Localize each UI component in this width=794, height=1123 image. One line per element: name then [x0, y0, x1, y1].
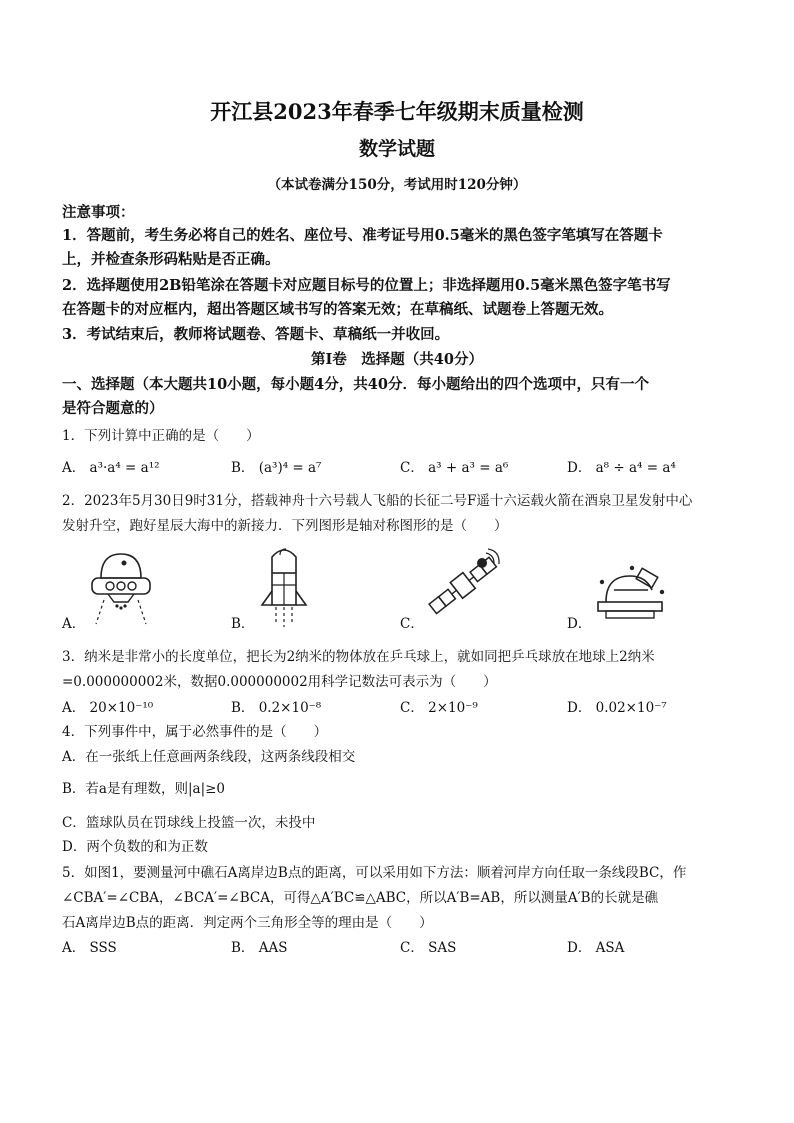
q4-option-c: C．篮球队员在罚球线上投篮一次，未投中: [62, 815, 316, 831]
q4-option-a: A．在一张纸上任意画两条线段，这两条线段相交: [62, 749, 356, 765]
section-heading: 第Ⅰ卷 选择题（共40分）: [311, 351, 483, 368]
q1-option-a: A． a³·a⁴ = a¹²: [62, 460, 160, 476]
notice-item-1-line-1: 1．答题前，考生务必将自己的姓名、座位号、准考证号用0.5毫米的黑色签字笔填写在答题卡: [62, 227, 663, 244]
rocket-figure: [256, 545, 312, 629]
satellite-figure: [424, 543, 504, 627]
q3-option-a: A． 20×10⁻¹⁰: [62, 700, 154, 716]
q1-option-c: C． a³ + a³ = a⁶: [400, 460, 509, 476]
exam-note: （本试卷满分150分，考试用时120分钟）: [267, 177, 527, 193]
q2-stem-line-2: 发射升空，跑好星辰大海中的新接力．下列图形是轴对称图形的是（ ）: [62, 518, 508, 534]
exam-title: 开江县2023年春季七年级期末质量检测: [210, 99, 584, 124]
q3-stem-line-2: =0.000000002米，数据0.000000002用科学记数法可表示为（ ）: [62, 674, 497, 690]
q3-option-c: C． 2×10⁻⁹: [400, 700, 478, 716]
q3-option-d: D． 0.02×10⁻⁷: [567, 700, 667, 716]
q3-stem-line-1: 3．纳米是非常小的长度单位，把长为2纳米的物体放在乒乓球上，就如同把乒乓球放在地球上2纳米: [62, 649, 655, 665]
q2-label-a: A．: [62, 616, 86, 632]
notice-item-1-line-2: 上，并检查条形码粘贴是否正确。: [62, 251, 280, 268]
q5-option-b: B． AAS: [231, 940, 288, 956]
q2-label-c: C．: [400, 616, 424, 632]
notice-item-2-line-1: 2．选择题使用2B铅笔涂在答题卡对应题目标号的位置上；非选择题用0.5毫米黑色签字笔书写: [62, 277, 671, 294]
section-intro-line-2: 是符合题意的）: [62, 400, 164, 417]
exam-subtitle: 数学试题: [358, 138, 435, 160]
q2-stem-line-1: 2．2023年5月30日9时31分，搭载神舟十六号载人飞船的长征二号F遥十六运载火箭在酒泉卫星发射中心: [62, 493, 693, 509]
q1-option-b: B． (a³)⁴ = a⁷: [231, 460, 322, 476]
notice-heading: 注意事项：: [62, 204, 135, 221]
spaceship-figure: [86, 548, 156, 628]
q5-stem-line-2: ∠CBA′=∠CBA，∠BCA′=∠BCA，可得△A′BC≌△ABC，所以A′B=AB，所以测量A′B的长就是礁: [62, 890, 659, 906]
q4-option-b: B．若a是有理数，则|a|≥0: [62, 781, 226, 797]
q4-stem: 4．下列事件中，属于必然事件的是（ ）: [62, 724, 328, 740]
notice-item-3: 3．考试结束后，教师将试题卷、答题卡、草稿纸一并收回。: [62, 326, 450, 343]
section-intro-line-1: 一、选择题（本大题共10小题，每小题4分，共40分．每小题给出的四个选项中，只有一个: [62, 376, 649, 393]
notice-item-2-line-2: 在答题卡的对应框内，超出答题区域书写的答案无效；在草稿纸、试题卷上答题无效。: [62, 301, 613, 318]
q5-option-d: D． ASA: [567, 940, 625, 956]
q2-label-d: D．: [567, 616, 592, 632]
q5-stem-line-3: 石A离岸边B点的距离．判定两个三角形全等的理由是（ ）: [62, 915, 433, 931]
q2-label-b: B．: [231, 616, 255, 632]
q5-option-c: C． SAS: [400, 940, 457, 956]
q1-stem: 1．下列计算中正确的是（ ）: [62, 428, 260, 444]
q5-stem-line-1: 5．如图1，要测量河中礁石A离岸边B点的距离，可以采用如下方法：顺着河岸方向任取一条线段BC，作: [62, 865, 687, 881]
q1-option-d: D． a⁸ ÷ a⁴ = a⁴: [567, 460, 676, 476]
q4-option-d: D．两个负数的和为正数: [62, 839, 208, 855]
dome-figure: [592, 562, 668, 626]
q3-option-b: B． 0.2×10⁻⁸: [231, 700, 322, 716]
q5-option-a: A． SSS: [62, 940, 117, 956]
